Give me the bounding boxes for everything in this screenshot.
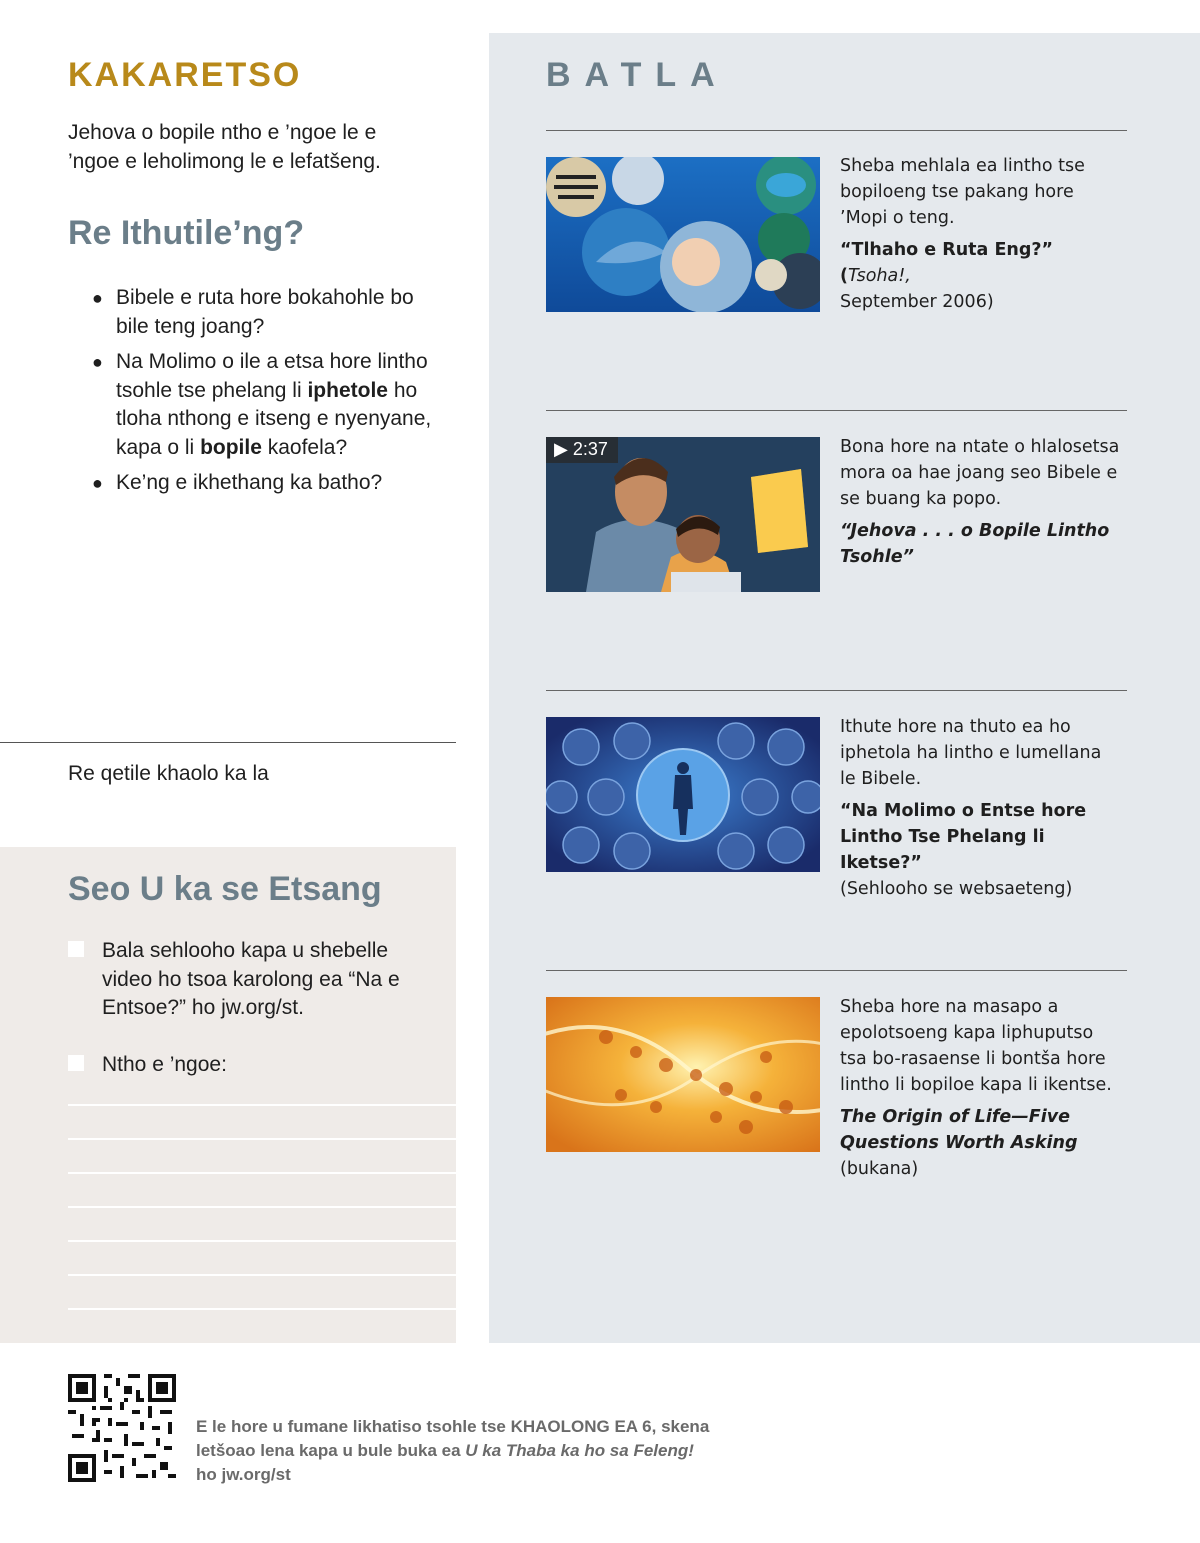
goal-item — [68, 1051, 438, 1080]
resource-source[interactable] — [840, 1104, 1120, 1182]
review-question-text: Bibele e ruta hore bokahohle bo bile teng joang? — [116, 286, 414, 338]
resource-source-publication: Tsoha!, — [848, 266, 911, 286]
resource-source[interactable] — [840, 518, 1120, 570]
keyword-bopile: bopile — [200, 435, 262, 459]
resource-description: Bona hore na ntate o hlalosetsa mora oa hae joang seo Bibele e se buang ka popo. — [840, 437, 1120, 509]
resource-source-note: (bukana) — [840, 1159, 919, 1179]
write-line[interactable] — [68, 1138, 456, 1140]
bullet-icon: ● — [92, 288, 103, 308]
dna-thumbnail[interactable] — [546, 997, 820, 1152]
resource-description: Ithute hore na thuto ea ho iphetola ha lintho e lumellana le Bibele. — [840, 717, 1102, 789]
review-question-text: Ke’ng e ikhethang ka batho? — [116, 471, 383, 494]
summary-text: Jehova o bopile ntho e ’ngoe le e ’ngoe e leholimong le e lefatšeng. — [68, 121, 381, 173]
review-question-text: kaofela? — [261, 435, 348, 459]
resource-2 — [840, 434, 1120, 570]
qr-code-icon — [68, 1374, 176, 1482]
review-questions — [92, 284, 432, 505]
resource-source[interactable]: “Tlhaho e Ruta Eng?” (Tsoha!, September 2006) — [840, 240, 1054, 312]
write-line[interactable] — [68, 1274, 456, 1276]
footer-note — [196, 1415, 716, 1487]
goal-text: Bala sehlooho kapa u shebelle video ho tsoa karolong ea “Na e Entsoe?” ho jw.org/st. — [102, 939, 400, 1019]
review-question-text: ho tloha nthong e itseng e nyenyane, kapa o li — [116, 378, 432, 459]
resource-description: Sheba hore na masapo a epolotsoeng kapa liphuputso tsa bo-rasaense li bontša hore lintho li bopiloe kapa li ikentse. — [840, 997, 1112, 1095]
resource-description: Sheba mehlala ea lintho tse bopiloeng tse pakang hore ’Mopi o teng. — [840, 156, 1085, 228]
resource-4 — [840, 994, 1120, 1182]
write-line[interactable] — [68, 1240, 456, 1242]
write-line[interactable] — [68, 1172, 456, 1174]
bullet-icon: ● — [92, 352, 103, 372]
write-line[interactable] — [68, 1104, 456, 1106]
goal-panel — [0, 847, 456, 1343]
write-line[interactable] — [68, 1308, 456, 1310]
nature-image — [546, 157, 820, 312]
resource-source-title[interactable]: “Tlhaho e Ruta Eng?” — [840, 240, 1054, 260]
video-duration: ▶ 2:37 — [546, 437, 618, 463]
research-title: BATLA — [546, 56, 729, 94]
keyword-iphetole: iphetole — [307, 378, 388, 402]
footer-text: ho jw.org/st — [196, 1465, 291, 1484]
summary-title: KAKARETSO — [68, 56, 302, 94]
evolution-image — [546, 717, 820, 872]
divider — [546, 410, 1127, 411]
divider — [546, 690, 1127, 691]
goal-item — [68, 937, 438, 1023]
divider — [546, 130, 1127, 131]
resource-source-title[interactable]: “Na Molimo o Entse hore Lintho Tse Phelang li Iketse?” — [840, 801, 1087, 873]
write-line[interactable] — [68, 1206, 456, 1208]
review-title: Re Ithutile’ng? — [68, 214, 305, 252]
review-question — [92, 469, 432, 498]
review-question-text: Na Molimo o ile a etsa hore lintho tsohle tse phelang li — [116, 350, 428, 402]
read-date-label: Re qetile khaolo ka la — [68, 762, 269, 785]
resource-1 — [840, 153, 1120, 315]
resource-source-title[interactable]: “Jehova . . . o Bopile Lintho Tsohle” — [840, 521, 1110, 567]
divider — [0, 742, 456, 743]
goal-title: Seo U ka se Etsang — [68, 870, 382, 908]
nature-thumbnail[interactable] — [546, 157, 820, 312]
resource-source[interactable] — [840, 798, 1120, 876]
video-thumbnail[interactable] — [546, 437, 820, 592]
goal-text: Ntho e ’ngoe: — [102, 1053, 227, 1076]
resource-source-title[interactable]: The Origin of Life—Five Questions Worth Asking — [840, 1107, 1078, 1153]
bullet-icon: ● — [92, 473, 103, 493]
divider — [546, 970, 1127, 971]
evolution-thumbnail[interactable] — [546, 717, 820, 872]
dna-image — [546, 997, 820, 1152]
goal-checkbox[interactable] — [68, 941, 84, 957]
goal-checkbox[interactable] — [68, 1055, 84, 1071]
resource-source-note: (Sehlooho se websaeteng) — [840, 879, 1073, 899]
footer-text: E le hore u fumane likhatiso tsohle tse KHAOLONG EA 6, skena letšoao lena kapa u bule buka ea — [196, 1417, 710, 1460]
review-question — [92, 284, 432, 341]
review-question — [92, 348, 432, 462]
resource-source-date: September 2006) — [840, 292, 994, 312]
resource-3 — [840, 714, 1120, 902]
footer-book-title: U ka Thaba ka ho sa Feleng! — [465, 1441, 694, 1460]
qr-code[interactable] — [68, 1374, 176, 1482]
